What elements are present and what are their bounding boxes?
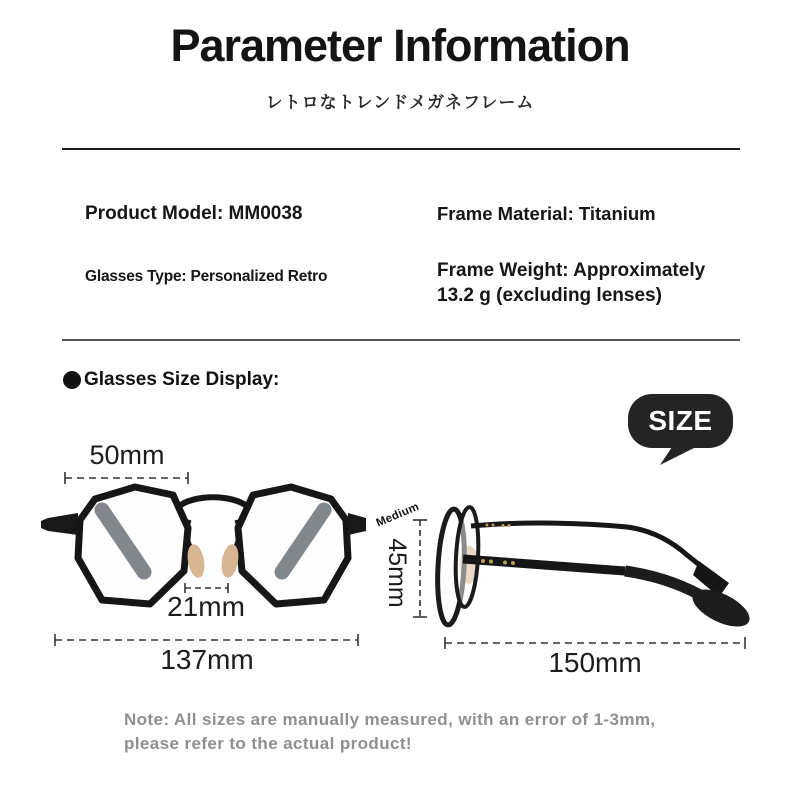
size-heading-label: Glasses Size Display:: [84, 369, 280, 390]
page-subtitle-japanese: レトロなトレンドメガネフレーム: [265, 93, 535, 112]
size-section-heading: [63, 369, 279, 391]
bridge-width-label: 21mm: [167, 591, 245, 622]
size-badge: [628, 394, 733, 448]
lens-width-measure-line: [65, 472, 188, 484]
frame-width-label: 137mm: [160, 644, 254, 675]
measurement-note: Note: All sizes are manually measured, with an error of 1-3mm, please refer to the actual product!: [124, 710, 656, 754]
lens-height-label: 45mm: [383, 538, 411, 608]
bullet-icon: [63, 371, 81, 389]
fit-size-label: Medium: [374, 500, 421, 530]
bridge: [178, 497, 248, 507]
lens-rims: [78, 487, 348, 604]
temple-length-label: 150mm: [548, 647, 642, 678]
divider-middle: [62, 339, 740, 341]
lens-width-label: 50mm: [89, 440, 165, 470]
lens-height-measure-line: [413, 520, 427, 617]
spec-product-model: Product Model: MM0038: [85, 203, 303, 224]
speech-bubble-tail-icon: [650, 444, 705, 465]
page-title: Parameter Information: [170, 20, 630, 71]
spec-glasses-type: Glasses Type: Personalized Retro: [85, 268, 328, 285]
spec-frame-weight: Frame Weight: Approximately 13.2 g (excluding lenses): [437, 260, 706, 307]
spec-frame-material: Frame Material: Titanium: [437, 203, 656, 224]
size-badge-label: SIZE: [648, 405, 713, 436]
divider-top: [62, 148, 740, 150]
glasses-side-view-diagram: [375, 495, 770, 660]
nose-pads: [185, 520, 241, 579]
